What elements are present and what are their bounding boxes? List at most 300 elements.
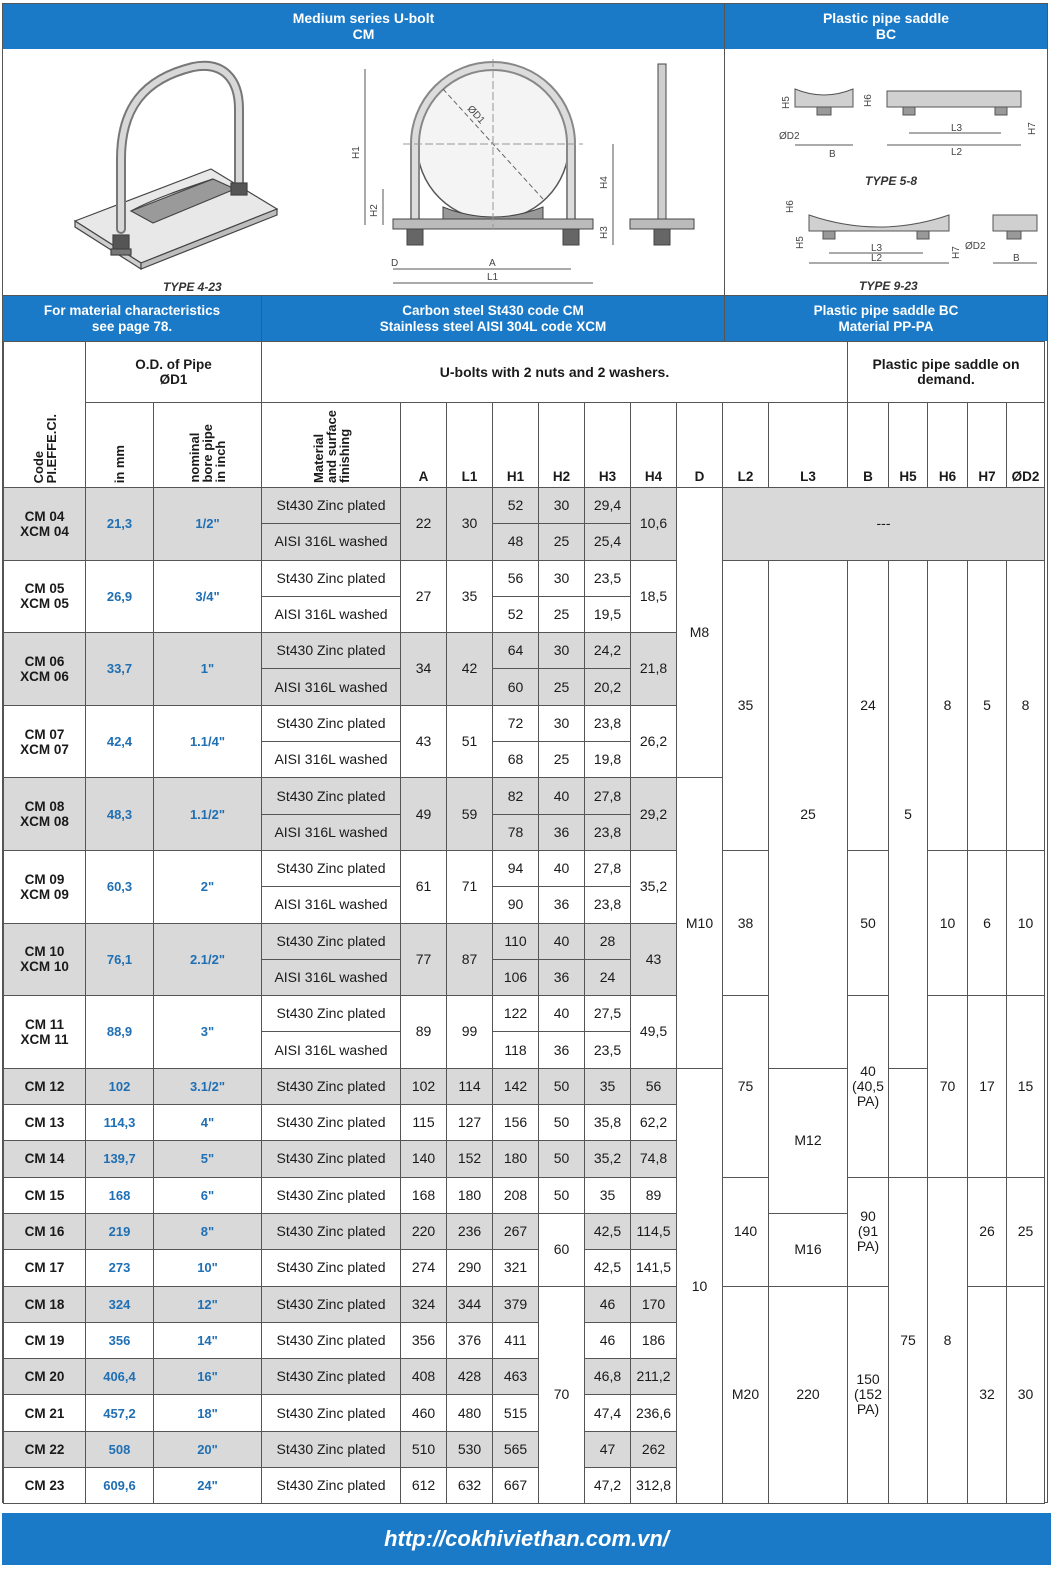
value-l1: 127 [447, 1105, 493, 1141]
product-code: CM 17 [4, 1250, 86, 1286]
value-h3: 42,5 [585, 1213, 631, 1249]
value-h3: 24,2 [585, 633, 631, 669]
value-l1: 71 [447, 850, 493, 923]
value-h1: 208 [493, 1177, 539, 1213]
table-row [4, 996, 1045, 1032]
material: St430 Zinc plated [262, 1431, 401, 1467]
value-h4: 43 [631, 923, 677, 996]
website-footer [2, 1513, 1051, 1565]
value-h3: 23,8 [585, 887, 631, 923]
value-h4: 186 [631, 1322, 677, 1358]
value-h4: 312,8 [631, 1468, 677, 1504]
value-h3: 19,5 [585, 596, 631, 632]
value-h6: 8 [928, 560, 968, 850]
value-h1: 110 [493, 923, 539, 959]
value-h1: 156 [493, 1105, 539, 1141]
material: St430 Zinc plated [262, 1177, 401, 1213]
material: AISI 316L washed [262, 959, 401, 995]
value-h3: 46 [585, 1286, 631, 1322]
saddle-material-header [725, 296, 1047, 341]
value-h2: 30 [539, 560, 585, 596]
ubolt-note: U-bolts with 2 nuts and 2 washers. [262, 342, 848, 403]
saddle-9-23-labels [785, 200, 1020, 264]
saddle-code: BC [875, 26, 897, 42]
material: St430 Zinc plated [262, 1468, 401, 1504]
value-h1: 78 [493, 814, 539, 850]
od-mm: 356 [86, 1322, 154, 1358]
material: St430 Zinc plated [262, 923, 401, 959]
material: AISI 316L washed [262, 669, 401, 705]
mm-column-header: in mm [86, 403, 154, 488]
col-h5: H5 [889, 403, 928, 488]
value-h4: 74,8 [631, 1141, 677, 1177]
od-mm: 48,3 [86, 778, 154, 851]
value-h1: 267 [493, 1213, 539, 1249]
value-h1: 565 [493, 1431, 539, 1467]
l3-label-2: L3 [871, 243, 883, 254]
isometric-ubolt-drawing [75, 66, 277, 269]
material: St430 Zinc plated [262, 1213, 401, 1249]
a-label: A [489, 258, 496, 269]
od-mm: 21,3 [86, 488, 154, 561]
value-h2: 36 [539, 1032, 585, 1068]
value-h2: 30 [539, 488, 585, 524]
value-a: 356 [401, 1322, 447, 1358]
l2-label-2: L2 [871, 253, 883, 264]
value-h3: 19,8 [585, 742, 631, 778]
value-h1: 106 [493, 959, 539, 995]
product-code: CM 13 [4, 1105, 86, 1141]
product-code: CM 10 XCM 10 [4, 923, 86, 996]
od-mm: 219 [86, 1213, 154, 1249]
value-h1: 82 [493, 778, 539, 814]
value-l3: 90 (91 PA) [848, 1177, 889, 1286]
value-l1: 236 [447, 1213, 493, 1249]
product-code: CM 19 [4, 1322, 86, 1358]
ubolt-title: Medium series U-bolt [292, 10, 435, 26]
od-mm: 273 [86, 1250, 154, 1286]
value-a: 49 [401, 778, 447, 851]
value-h1: 72 [493, 705, 539, 741]
value-l2: 220 [769, 1286, 848, 1504]
value-h2: 30 [539, 705, 585, 741]
value-a: 274 [401, 1250, 447, 1286]
value-d: M8 [677, 488, 723, 778]
steel-line-2: Stainless steel AISI 304L code XCM [379, 319, 607, 334]
value-h1: 118 [493, 1032, 539, 1068]
l1-label: L1 [487, 272, 499, 283]
value-h3: 47,4 [585, 1395, 631, 1431]
col-l1: L1 [447, 403, 493, 488]
value-l1: 632 [447, 1468, 493, 1504]
od-mm: 406,4 [86, 1359, 154, 1395]
h1-label: H1 [351, 146, 362, 159]
saddle-drawing-panel [725, 49, 1047, 296]
value-h4: 49,5 [631, 996, 677, 1069]
product-code: CM 21 [4, 1395, 86, 1431]
od-inch: 3/4" [154, 560, 262, 633]
od-mm: 102 [86, 1068, 154, 1104]
od-mm: 60,3 [86, 850, 154, 923]
value-h1: 56 [493, 560, 539, 596]
value-h4: 141,5 [631, 1250, 677, 1286]
product-code: CM 22 [4, 1431, 86, 1467]
value-h4: 35,2 [631, 850, 677, 923]
od-inch: 10" [154, 1250, 262, 1286]
od-mm: 457,2 [86, 1395, 154, 1431]
value-l1: 180 [447, 1177, 493, 1213]
value-h3: 25,4 [585, 524, 631, 560]
material: St430 Zinc plated [262, 778, 401, 814]
col-h1: H1 [493, 403, 539, 488]
value-h3: 20,2 [585, 669, 631, 705]
value-h3: 28 [585, 923, 631, 959]
value-h2: 50 [539, 1105, 585, 1141]
value-a: 102 [401, 1068, 447, 1104]
table-row [4, 1286, 1045, 1322]
value-h3: 23,8 [585, 814, 631, 850]
od-mm: 609,6 [86, 1468, 154, 1504]
col-l2: L2 [723, 403, 769, 488]
material: St430 Zinc plated [262, 1286, 401, 1322]
material-note-line-1: For material characteristics [43, 303, 221, 318]
ubolt-code: CM [352, 26, 375, 42]
value-h3: 47,2 [585, 1468, 631, 1504]
d2-label: ØD2 [779, 131, 800, 142]
od-inch: 3" [154, 996, 262, 1069]
value-d2: 30 [1007, 1286, 1045, 1504]
od-inch: 12" [154, 1286, 262, 1322]
value-h2: 36 [539, 959, 585, 995]
saddle-material-line-1: Plastic pipe saddle BC [813, 303, 959, 318]
product-code: CM 06 XCM 06 [4, 633, 86, 706]
value-h2: 70 [539, 1286, 585, 1504]
product-code: CM 08 XCM 08 [4, 778, 86, 851]
col-d2: ØD2 [1007, 403, 1045, 488]
saddle-note: Plastic pipe saddle on demand. [848, 342, 1045, 403]
value-l1: 42 [447, 633, 493, 706]
value-a: 115 [401, 1105, 447, 1141]
value-h3: 42,5 [585, 1250, 631, 1286]
material: St430 Zinc plated [262, 996, 401, 1032]
value-h1: 60 [493, 669, 539, 705]
h4-label: H4 [599, 176, 610, 189]
saddle-drawings [725, 49, 1047, 295]
material-note-header [3, 296, 262, 341]
value-h5: 5 [889, 560, 928, 1068]
value-h3: 27,8 [585, 850, 631, 886]
table-row [4, 850, 1045, 886]
b-label-2: B [1013, 253, 1020, 264]
value-h1: 68 [493, 742, 539, 778]
od-inch: 1.1/2" [154, 778, 262, 851]
od-mm: 168 [86, 1177, 154, 1213]
value-h6: 26 [968, 1177, 1007, 1286]
value-h1: 52 [493, 488, 539, 524]
od-inch: 2.1/2" [154, 923, 262, 996]
value-h3: 23,5 [585, 1032, 631, 1068]
material: St430 Zinc plated [262, 560, 401, 596]
material: St430 Zinc plated [262, 705, 401, 741]
value-a: 510 [401, 1431, 447, 1467]
value-l2: 35 [723, 560, 769, 850]
value-l1: 344 [447, 1286, 493, 1322]
value-d: M20 [723, 1286, 769, 1504]
value-a: 27 [401, 560, 447, 633]
value-h1: 321 [493, 1250, 539, 1286]
value-h3: 46,8 [585, 1359, 631, 1395]
value-a: 77 [401, 923, 447, 996]
ubolt-drawings [3, 49, 723, 295]
col-d: D [677, 403, 723, 488]
value-h4: 26,2 [631, 705, 677, 778]
value-h1: 52 [493, 596, 539, 632]
value-h4: 29,2 [631, 778, 677, 851]
table-row [4, 560, 1045, 596]
od-inch: 2" [154, 850, 262, 923]
material: St430 Zinc plated [262, 850, 401, 886]
value-b: 50 [848, 850, 889, 995]
value-l1: 30 [447, 488, 493, 561]
material: AISI 316L washed [262, 524, 401, 560]
value-l1: 530 [447, 1431, 493, 1467]
value-h4: 262 [631, 1431, 677, 1467]
value-d2: 15 [1007, 996, 1045, 1177]
value-h3: 35 [585, 1177, 631, 1213]
value-h6: 17 [968, 996, 1007, 1177]
value-h2: 30 [539, 633, 585, 669]
value-h4: 21,8 [631, 633, 677, 706]
l2-label: L2 [951, 147, 963, 158]
product-code: CM 20 [4, 1359, 86, 1395]
value-h4: 211,2 [631, 1359, 677, 1395]
od-mm: 26,9 [86, 560, 154, 633]
value-h7: 6 [968, 850, 1007, 995]
value-h3: 24 [585, 959, 631, 995]
material: St430 Zinc plated [262, 1105, 401, 1141]
value-h1: 180 [493, 1141, 539, 1177]
od-header: O.D. of Pipe ØD1 [86, 342, 262, 403]
col-h7: H7 [968, 403, 1007, 488]
value-h3: 47 [585, 1431, 631, 1467]
col-b: B [848, 403, 889, 488]
value-a: 324 [401, 1286, 447, 1322]
material: St430 Zinc plated [262, 1359, 401, 1395]
value-l3: 150 (152 PA) [848, 1286, 889, 1504]
od-inch: 16" [154, 1359, 262, 1395]
h6-label-2: H6 [785, 200, 796, 213]
od-mm: 88,9 [86, 996, 154, 1069]
table-row [4, 488, 1045, 524]
col-a: A [401, 403, 447, 488]
value-a: 34 [401, 633, 447, 706]
value-l1: 59 [447, 778, 493, 851]
material: St430 Zinc plated [262, 1068, 401, 1104]
material: St430 Zinc plated [262, 1322, 401, 1358]
od-inch: 1/2" [154, 488, 262, 561]
material: St430 Zinc plated [262, 1250, 401, 1286]
value-h2: 36 [539, 887, 585, 923]
od-mm: 508 [86, 1431, 154, 1467]
od-mm: 76,1 [86, 923, 154, 996]
material: AISI 316L washed [262, 814, 401, 850]
value-a: 89 [401, 996, 447, 1069]
col-h4: H4 [631, 403, 677, 488]
value-h3: 23,8 [585, 705, 631, 741]
value-h2: 50 [539, 1141, 585, 1177]
od-mm: 139,7 [86, 1141, 154, 1177]
ubolt-header [3, 4, 725, 49]
value-h7: 10 [677, 1068, 723, 1504]
d2-label-2: ØD2 [965, 241, 986, 252]
col-h3: H3 [585, 403, 631, 488]
type-9-23-label: TYPE 9-23 [859, 279, 918, 293]
material: St430 Zinc plated [262, 633, 401, 669]
product-code: CM 11 XCM 11 [4, 996, 86, 1069]
h5-label-2: H5 [795, 236, 806, 249]
h2-label: H2 [369, 204, 380, 217]
value-l1: 290 [447, 1250, 493, 1286]
product-code: CM 14 [4, 1141, 86, 1177]
value-h1: 142 [493, 1068, 539, 1104]
value-l1: 114 [447, 1068, 493, 1104]
value-h6: 32 [968, 1286, 1007, 1504]
value-a: 61 [401, 850, 447, 923]
material: St430 Zinc plated [262, 488, 401, 524]
value-d2: 8 [1007, 560, 1045, 850]
value-h3: 29,4 [585, 488, 631, 524]
value-h4: 114,5 [631, 1213, 677, 1249]
saddle-type-9-23-drawing [809, 215, 1037, 263]
datasheet [2, 3, 1048, 1503]
value-h3: 35 [585, 1068, 631, 1104]
ubolt-drawing-panel [3, 49, 725, 296]
material: St430 Zinc plated [262, 1141, 401, 1177]
no-saddle: --- [723, 488, 1045, 561]
value-b: 75 [889, 1177, 928, 1504]
value-h4: 18,5 [631, 560, 677, 633]
value-h2: 40 [539, 778, 585, 814]
front-view-drawing [365, 59, 694, 283]
value-a: 168 [401, 1177, 447, 1213]
material: St430 Zinc plated [262, 1395, 401, 1431]
saddle-header [725, 4, 1047, 49]
value-l2: 38 [723, 850, 769, 995]
h5-label: H5 [781, 96, 792, 109]
value-h2: 60 [539, 1213, 585, 1286]
od-mm: 33,7 [86, 633, 154, 706]
value-l2: 140 [723, 1177, 769, 1286]
product-code: CM 07 XCM 07 [4, 705, 86, 778]
material: AISI 316L washed [262, 887, 401, 923]
h7-label: H7 [1027, 122, 1038, 135]
col-l3: L3 [769, 403, 848, 488]
value-l1: 35 [447, 560, 493, 633]
value-h1: 94 [493, 850, 539, 886]
col-h6: H6 [928, 403, 968, 488]
col-h2: H2 [539, 403, 585, 488]
od-inch: 4" [154, 1105, 262, 1141]
website-url[interactable]: http://cokhiviethan.com.vn/ [384, 1526, 669, 1551]
value-h2: 40 [539, 996, 585, 1032]
material-column-header: Material and surface finishing [262, 403, 401, 488]
value-b: 24 [848, 560, 889, 850]
od-inch: 6" [154, 1177, 262, 1213]
od-inch: 1.1/4" [154, 705, 262, 778]
type-4-23-label: TYPE 4-23 [163, 280, 222, 294]
od-inch: 1" [154, 633, 262, 706]
product-code: CM 18 [4, 1286, 86, 1322]
value-l2: 75 [723, 996, 769, 1177]
value-h4: 56 [631, 1068, 677, 1104]
value-h2: 50 [539, 1068, 585, 1104]
value-h3: 27,8 [585, 778, 631, 814]
value-d: M16 [769, 1213, 848, 1286]
value-h4: 62,2 [631, 1105, 677, 1141]
value-h2: 25 [539, 596, 585, 632]
value-h1: 379 [493, 1286, 539, 1322]
steel-line-1: Carbon steel St430 code CM [402, 303, 584, 318]
value-h6: 10 [928, 850, 968, 995]
table-row [4, 1177, 1045, 1213]
value-h2: 36 [539, 814, 585, 850]
value-a: 140 [401, 1141, 447, 1177]
od-inch: 18" [154, 1395, 262, 1431]
saddle-material-line-2: Material PP-PA [838, 319, 934, 334]
value-a: 43 [401, 705, 447, 778]
value-h4: 236,6 [631, 1395, 677, 1431]
saddle-title: Plastic pipe saddle [822, 10, 950, 26]
value-h2: 40 [539, 850, 585, 886]
h7-label-2: H7 [951, 246, 962, 259]
value-l1: 480 [447, 1395, 493, 1431]
value-l1: 99 [447, 996, 493, 1069]
value-d2: 10 [1007, 850, 1045, 995]
value-h2: 25 [539, 524, 585, 560]
value-h1: 48 [493, 524, 539, 560]
d1-label: ØD1 [464, 103, 487, 127]
value-d: M10 [677, 778, 723, 1068]
od-inch: 24" [154, 1468, 262, 1504]
value-d2: 25 [1007, 1177, 1045, 1286]
od-inch: 14" [154, 1322, 262, 1358]
material: AISI 316L washed [262, 742, 401, 778]
value-a: 22 [401, 488, 447, 561]
product-code: CM 23 [4, 1468, 86, 1504]
value-h1: 122 [493, 996, 539, 1032]
value-h7: 5 [968, 560, 1007, 850]
type-5-8-label: TYPE 5-8 [865, 174, 918, 188]
value-h2: 25 [539, 742, 585, 778]
od-inch: 8" [154, 1213, 262, 1249]
product-code: CM 05 XCM 05 [4, 560, 86, 633]
value-l3: 40 (40,5 PA) [848, 996, 889, 1177]
value-d: M12 [769, 1068, 848, 1213]
value-a: 460 [401, 1395, 447, 1431]
material: AISI 316L washed [262, 596, 401, 632]
product-code: CM 04 XCM 04 [4, 488, 86, 561]
value-h4: 170 [631, 1286, 677, 1322]
code-column-header: Code PI.EFFE.CI. [4, 342, 86, 488]
value-h5: 8 [928, 1177, 968, 1504]
value-l1: 51 [447, 705, 493, 778]
value-h1: 667 [493, 1468, 539, 1504]
value-a: 220 [401, 1213, 447, 1249]
value-l3: 25 [769, 560, 848, 1068]
value-h1: 463 [493, 1359, 539, 1395]
value-h3: 35,2 [585, 1141, 631, 1177]
material: AISI 316L washed [262, 1032, 401, 1068]
